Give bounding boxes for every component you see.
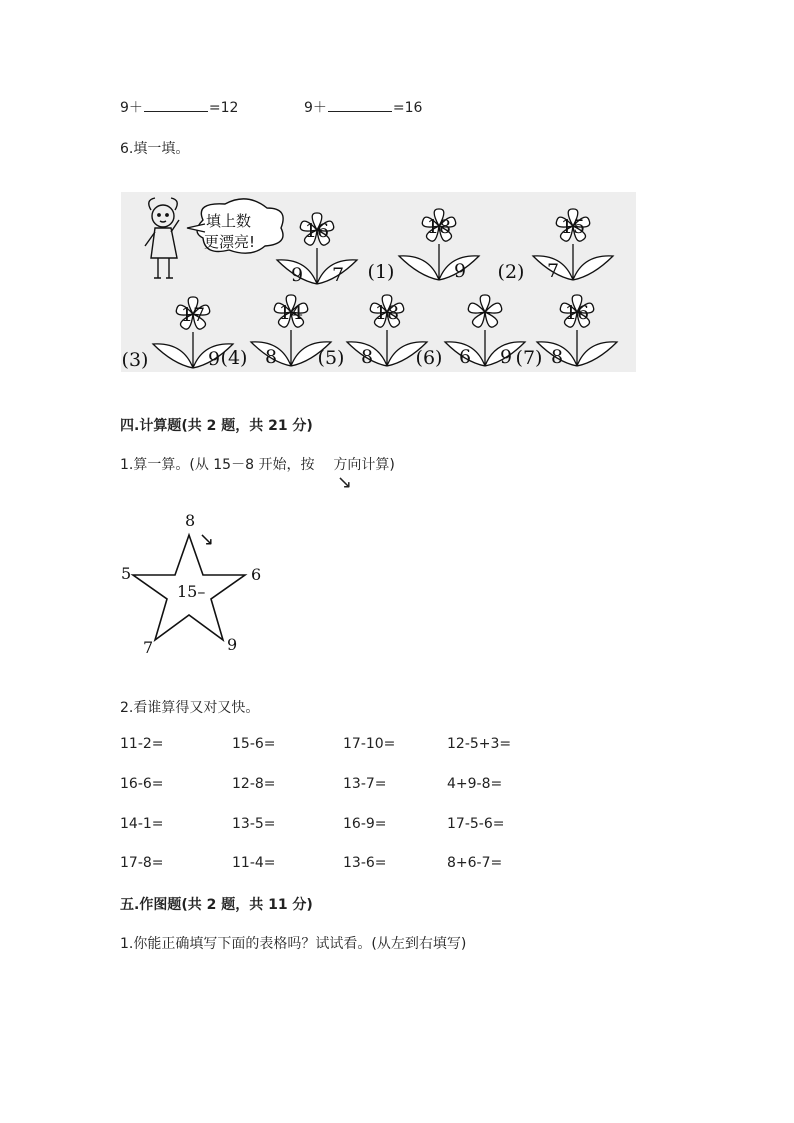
flower-question-label: (2) bbox=[497, 261, 525, 283]
flower-question-label: (4) bbox=[220, 347, 248, 369]
flower-center-number: 16 bbox=[304, 220, 330, 242]
flower-center-number: 14 bbox=[278, 302, 304, 324]
star-number-bottom-right: 9 bbox=[227, 635, 238, 654]
flower-question-label: (3) bbox=[121, 349, 149, 371]
star-number-bottom-left: 7 bbox=[143, 638, 154, 657]
star-svg bbox=[115, 505, 265, 665]
calc-problem: 13-6= bbox=[343, 855, 387, 871]
calc-problem: 15-6= bbox=[232, 736, 276, 752]
equation-prefix: 9＋ bbox=[120, 100, 143, 116]
flower-question-label: (6) bbox=[415, 347, 443, 369]
flower-right-leaf-number: 9 bbox=[207, 348, 221, 370]
flower-left-leaf-number: 7 bbox=[546, 260, 560, 282]
star-figure bbox=[115, 505, 265, 665]
star-number-right: 6 bbox=[251, 565, 262, 584]
calc-problem: 12-5+3= bbox=[447, 736, 512, 752]
flower-figure-svg bbox=[121, 192, 636, 372]
section-5-title: 五.作图题(共 2 题，共 11 分) bbox=[120, 897, 313, 913]
flower-right-leaf-number: 7 bbox=[331, 264, 345, 286]
flower-question-label: (7) bbox=[515, 347, 543, 369]
equation-prefix: 9＋ bbox=[304, 100, 327, 116]
flower-center-number: 16 bbox=[564, 302, 590, 324]
question-4-2-title: 2.看谁算得又对又快。 bbox=[120, 700, 260, 716]
flower bbox=[416, 295, 525, 369]
calc-problem: 13-7= bbox=[343, 776, 387, 792]
flower-left-leaf-number: 8 bbox=[550, 346, 564, 368]
flower-right-leaf-number: 9 bbox=[453, 260, 467, 282]
bubble-line-2: 更漂亮! bbox=[204, 233, 256, 251]
flower bbox=[516, 295, 617, 369]
flower-left-leaf-number: 9 bbox=[290, 264, 304, 286]
star-arrow-icon: ↘ bbox=[199, 529, 215, 550]
equation-suffix: =16 bbox=[392, 100, 423, 116]
girl-illustration bbox=[145, 198, 179, 278]
question-5-1: 1.你能正确填写下面的表格吗？试试看。(从左到右填写) bbox=[120, 936, 467, 952]
flower-petals bbox=[468, 295, 501, 327]
star-center-text: 15– bbox=[177, 582, 206, 601]
flower-leaves bbox=[537, 330, 617, 366]
direction-arrow-icon: ↘ bbox=[337, 472, 353, 493]
answer-blank[interactable] bbox=[144, 98, 208, 112]
blank-equation-1 bbox=[120, 97, 238, 117]
question-4-1-text-b: 方向计算) bbox=[333, 457, 395, 473]
calc-problem: 16-6= bbox=[120, 776, 164, 792]
question-4-1 bbox=[120, 454, 395, 474]
flower-figure bbox=[121, 192, 636, 372]
question-4-1-text-a: 1.算一算。(从 15－8 开始，按 bbox=[120, 457, 315, 473]
calc-problem: 17-10= bbox=[343, 736, 396, 752]
calc-problem: 17-5-6= bbox=[447, 816, 505, 832]
flower-question-label: (1) bbox=[367, 261, 395, 283]
blank-equation-2 bbox=[304, 97, 422, 117]
calc-problem: 8+6-7= bbox=[447, 855, 503, 871]
calc-problem: 17-8= bbox=[120, 855, 164, 871]
calc-problem: 16-9= bbox=[343, 816, 387, 832]
flower bbox=[318, 295, 427, 369]
flower-center-number: 15 bbox=[560, 216, 586, 238]
flower-center-number: 18 bbox=[374, 302, 400, 324]
flower-left-leaf-number: 8 bbox=[264, 346, 278, 368]
star-number-top: 8 bbox=[185, 511, 196, 530]
flower-center-number: 17 bbox=[180, 304, 206, 326]
star-number-left: 5 bbox=[121, 564, 132, 583]
question-6-title: 6.填一填。 bbox=[120, 141, 190, 157]
calc-problem: 14-1= bbox=[120, 816, 164, 832]
calc-problem: 13-5= bbox=[232, 816, 276, 832]
flower bbox=[498, 209, 613, 283]
flower-right-leaf-number: 9 bbox=[499, 346, 513, 368]
flower bbox=[122, 297, 233, 371]
calc-problem: 12-8= bbox=[232, 776, 276, 792]
flower bbox=[277, 213, 357, 286]
flower-question-label: (5) bbox=[317, 347, 345, 369]
flower-leaves bbox=[399, 244, 479, 280]
equation-suffix: =12 bbox=[208, 100, 239, 116]
flower bbox=[221, 295, 331, 369]
calc-problem: 11-4= bbox=[232, 855, 276, 871]
calc-problem: 4+9-8= bbox=[447, 776, 503, 792]
flower-leaves bbox=[533, 244, 613, 280]
flower-center-number: 18 bbox=[426, 216, 452, 238]
flower-left-leaf-number: 6 bbox=[458, 346, 472, 368]
calc-problem: 11-2= bbox=[120, 736, 164, 752]
flower-leaves bbox=[277, 248, 357, 284]
flower-left-leaf-number: 8 bbox=[360, 346, 374, 368]
flower-leaves bbox=[445, 330, 525, 366]
section-4-title: 四.计算题(共 2 题，共 21 分) bbox=[120, 418, 313, 434]
flower bbox=[368, 209, 479, 283]
answer-blank[interactable] bbox=[328, 98, 392, 112]
bubble-line-1: 填上数 bbox=[206, 212, 252, 230]
